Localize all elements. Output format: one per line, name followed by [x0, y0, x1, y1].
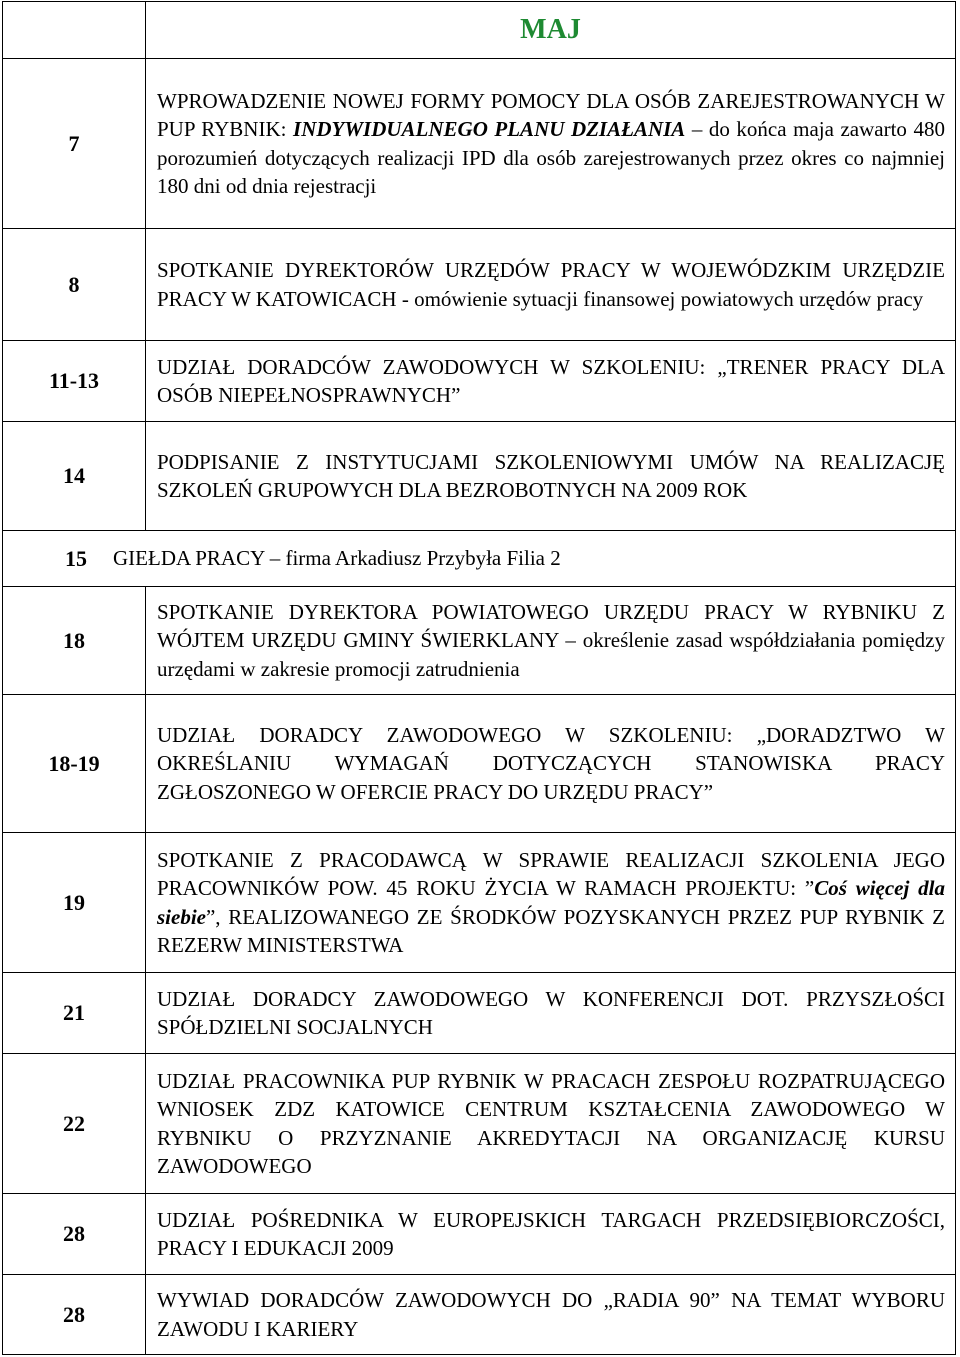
day-cell: 7: [3, 59, 146, 228]
day-cell: 14: [3, 422, 146, 530]
event-description: WPROWADZENIE NOWEJ FORMY POMOCY DLA OSÓB ZAREJESTROWANYCH W PUP RYBNIK: INDYWIDUALNEGO PLANU DZIAŁANIA – do końca maja zawarto 480 porozumień dotyczących realizacji IPD dla osób zarejestrowanych przez okres co najmniej 180 dni od dnia rejestracji: [157, 88, 945, 198]
event-description: PODPISANIE Z INSTYTUCJAMI SZKOLENIOWYMI UMÓW NA REALIZACJĘ SZKOLEŃ GRUPOWYCH DLA BEZROBOTNYCH NA 2009 ROK: [157, 449, 945, 502]
day-cell: 22: [3, 1054, 146, 1193]
table-row: [3, 229, 955, 341]
event-description: WYWIAD DORADCÓW ZAWODOWYCH DO „RADIA 90” NA TEMAT WYBORU ZAWODU I KARIERY: [157, 1288, 945, 1341]
event-description: SPOTKANIE Z PRACODAWCĄ W SPRAWIE REALIZACJI SZKOLENIA JEGO PRACOWNIKÓW POW. 45 ROKU ŻYCIA W RAMACH PROJEKTU: ”Coś więcej dla siebie”, REALIZOWANEGO ZE ŚRODKÓW POZYSKANYCH PRZEZ PUP RYBNIK Z REZERW MINISTERSTWA: [157, 847, 945, 957]
event-description: SPOTKANIE DYREKTORÓW URZĘDÓW PRACY W WOJEWÓDZKIM URZĘDZIE PRACY W KATOWICACH - omówienie sytuacji finansowej powiatowych urzędów pracy: [157, 258, 945, 311]
event-description: SPOTKANIE DYREKTORA POWIATOWEGO URZĘDU PRACY W RYBNIKU Z WÓJTEM URZĘDU GMINY ŚWIERKLANY – określenie zasad współdziałania pomiędzy urzędami w zakresie promocji zatrudnienia: [157, 599, 945, 681]
table-row: [3, 422, 955, 531]
day-cell: 15: [65, 545, 87, 571]
event-description: UDZIAŁ DORADCY ZAWODOWEGO W KONFERENCJI DOT. PRZYSZŁOŚCI SPÓŁDZIELNI SOCJALNYCH: [157, 986, 945, 1039]
table-row: [3, 1194, 955, 1275]
event-inline: [65, 531, 561, 586]
table-row: [3, 833, 955, 973]
day-cell: 21: [3, 973, 146, 1053]
event-description: UDZIAŁ DORADCÓW ZAWODOWYCH W SZKOLENIU: „TRENER PRACY DLA OSÓB NIEPEŁNOSPRAWNYCH”: [157, 354, 945, 407]
table-row: [3, 341, 955, 422]
event-description: GIEŁDA PRACY – firma Arkadiusz Przybyła Filia 2: [113, 546, 561, 570]
event-description: UDZIAŁ DORADCY ZAWODOWEGO W SZKOLENIU: „DORADZTWO W OKREŚLANIU WYMAGAŃ DOTYCZĄCYCH STANOWISKA PRACY ZGŁOSZONEGO W OFERCIE PRACY DO URZĘDU PRACY”: [157, 722, 945, 804]
header-blank-cell: [3, 2, 146, 58]
day-cell: 18-19: [3, 695, 146, 832]
emphasis-text: Coś więcej dla siebie: [157, 876, 945, 929]
month-header-row: [3, 2, 955, 59]
event-description: UDZIAŁ PRACOWNIKA PUP RYBNIK W PRACACH ZESPOŁU ROZPATRUJĄCEGO WNIOSEK ZDZ KATOWICE CENTRUM KSZTAŁCENIA ZAWODOWEGO W RYBNIKU O PRZYZNANIE AKREDYTACJI NA ORGANIZACJĘ KURSU ZAWODOWEGO: [157, 1068, 945, 1178]
day-cell: 28: [3, 1194, 146, 1274]
day-cell: 8: [3, 229, 146, 340]
day-cell: 18: [3, 587, 146, 694]
day-cell: 28: [3, 1275, 146, 1354]
table-row: [3, 59, 955, 229]
table-row: [3, 587, 955, 695]
table-row: [3, 531, 955, 587]
table-row: [3, 973, 955, 1054]
schedule-table: [2, 1, 956, 1355]
month-title: MAJ: [520, 14, 581, 45]
table-row: [3, 695, 955, 833]
day-cell: 11-13: [3, 341, 146, 421]
event-description: UDZIAŁ POŚREDNIKA W EUROPEJSKICH TARGACH PRZEDSIĘBIORCZOŚCI, PRACY I EDUKACJI 2009: [157, 1207, 945, 1260]
day-cell: 19: [3, 833, 146, 972]
table-row: [3, 1275, 955, 1354]
table-row: [3, 1054, 955, 1194]
emphasis-text: INDYWIDUALNEGO PLANU DZIAŁANIA: [293, 117, 686, 141]
